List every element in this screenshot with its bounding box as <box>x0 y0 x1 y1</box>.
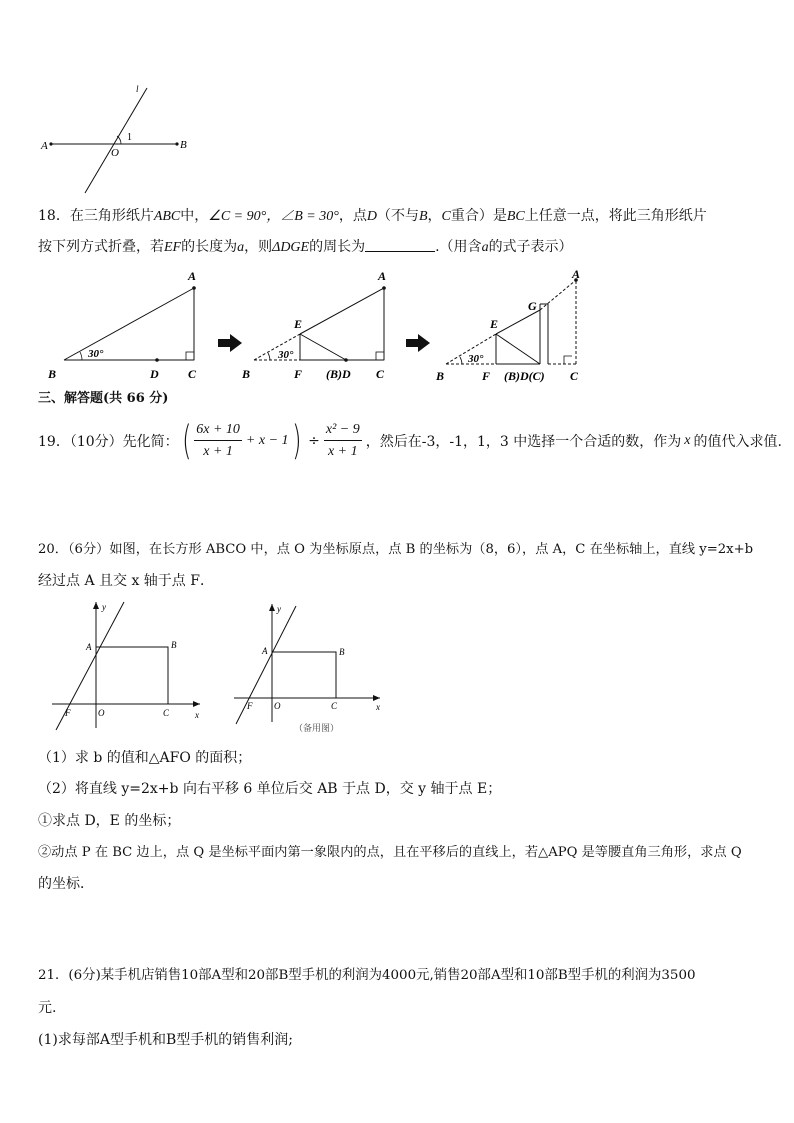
answer-blank <box>365 240 435 252</box>
arrow-1-icon <box>218 334 242 352</box>
p3-A: A <box>572 268 581 281</box>
fig20-A: A <box>86 642 92 652</box>
p1-D: D <box>150 367 159 381</box>
fig20b-C: C <box>331 701 338 711</box>
fig20b-F: F <box>247 701 253 711</box>
q20-sub2-1: ①求点 D，E 的坐标； <box>38 813 181 829</box>
fig20b-A: A <box>262 646 268 656</box>
fig20-x: x <box>195 710 199 720</box>
p2-BD: (B)D <box>326 367 351 381</box>
fig20b-x: x <box>376 702 380 712</box>
p3-B: B <box>436 369 445 383</box>
q18-line1: 18．在三角形纸片ABC中，∠C = 90°，∠B = 30°，点D（不与B，C重合）是BC上任意一点，将此三角形纸片 <box>38 208 707 224</box>
p2-C: C <box>376 367 385 381</box>
fig20-main <box>52 602 200 730</box>
p3-G: G <box>528 299 537 313</box>
q20-line1: 20．（6分）如图，在长方形 ABCO 中，点 O 为坐标原点，点 B 的坐标为（8，6），点 A，C 在坐标轴上，直线 y=2x+b <box>38 542 754 557</box>
q20-sub2: （2）将直线 y=2x+b 向右平移 6 单位后交 AB 于点 D，交 y 轴于点 E； <box>38 781 502 797</box>
fig18-panel-3 <box>435 268 580 383</box>
fig20-backup <box>234 604 380 733</box>
p2-A: A <box>378 269 387 283</box>
p3-F: F <box>482 369 491 383</box>
p1-A: A <box>188 269 197 283</box>
figure-17 <box>35 80 205 200</box>
p1-angle: 30° <box>88 348 104 360</box>
p2-E: E <box>294 317 303 331</box>
p1-B: B <box>48 367 57 381</box>
q20-sub1: （1）求 b 的值和△AFO 的面积； <box>38 750 252 766</box>
q20-line2: 经过点 A 且交 x 轴于点 F． <box>38 573 214 589</box>
q20-sub2-2a: ②动点 P 在 BC 边上，点 Q 是坐标平面内第一象限内的点，且在平移后的直线上，若△APQ 是等腰直角三角形，求点 Q <box>38 845 742 860</box>
fig20b-B: B <box>339 647 345 657</box>
figure-20 <box>40 598 410 738</box>
p3-BDC: (B)D(C) <box>504 369 545 383</box>
p3-C: C <box>570 369 579 383</box>
arrow-2-icon <box>406 334 430 352</box>
p3-E: E <box>490 317 499 331</box>
q21-line2: 元. <box>38 1000 57 1016</box>
fig18-panel-1 <box>47 269 197 381</box>
label-l: l <box>136 84 139 94</box>
figure-18 <box>38 268 598 386</box>
q19: 19．（10分）先化简： ( $\frac{6x + 10}{x + 1}$ + x − 1 ) ÷ $\frac{\text{x² − 9}}{x + 1}$ ，然后在-3，-1，1，3 中选择一个合适的数，作为 x 的值代入求值. <box>38 418 782 464</box>
fig20-C: C <box>163 708 170 718</box>
p2-angle: 30° <box>278 349 294 361</box>
fig20b-y: y <box>277 604 281 614</box>
section-heading: 三、解答题(共 66 分) <box>38 391 169 406</box>
fig20-y: y <box>102 602 106 612</box>
q18-line2: 按下列方式折叠，若EF的长度为a，则ΔDGE的周长为 .（用含a的式子表示） <box>38 239 573 255</box>
p2-F: F <box>294 367 303 381</box>
fig20-O: O <box>98 708 105 718</box>
label-angle-1: 1 <box>127 132 132 143</box>
label-O: O <box>111 147 119 159</box>
p1-C: C <box>188 367 197 381</box>
p2-B: B <box>242 367 251 381</box>
fig20b-O: O <box>274 701 281 711</box>
q20-sub2-2b: 的坐标． <box>38 876 94 892</box>
q21-sub1: (1)求每部A型手机和B型手机的销售利润; <box>38 1032 293 1048</box>
fig20-F: F <box>65 708 71 718</box>
q21-line1: 21．(6分)某手机店销售10部A型和20部B型手机的利润为4000元,销售20部A型和10部B型手机的利润为3500 <box>38 968 696 983</box>
label-A: A <box>41 140 48 152</box>
fig20-B: B <box>171 640 177 650</box>
p3-angle: 30° <box>468 353 484 365</box>
fig20b-caption: （备用图） <box>294 723 340 733</box>
label-B: B <box>180 139 187 151</box>
fig18-panel-2 <box>241 269 386 381</box>
